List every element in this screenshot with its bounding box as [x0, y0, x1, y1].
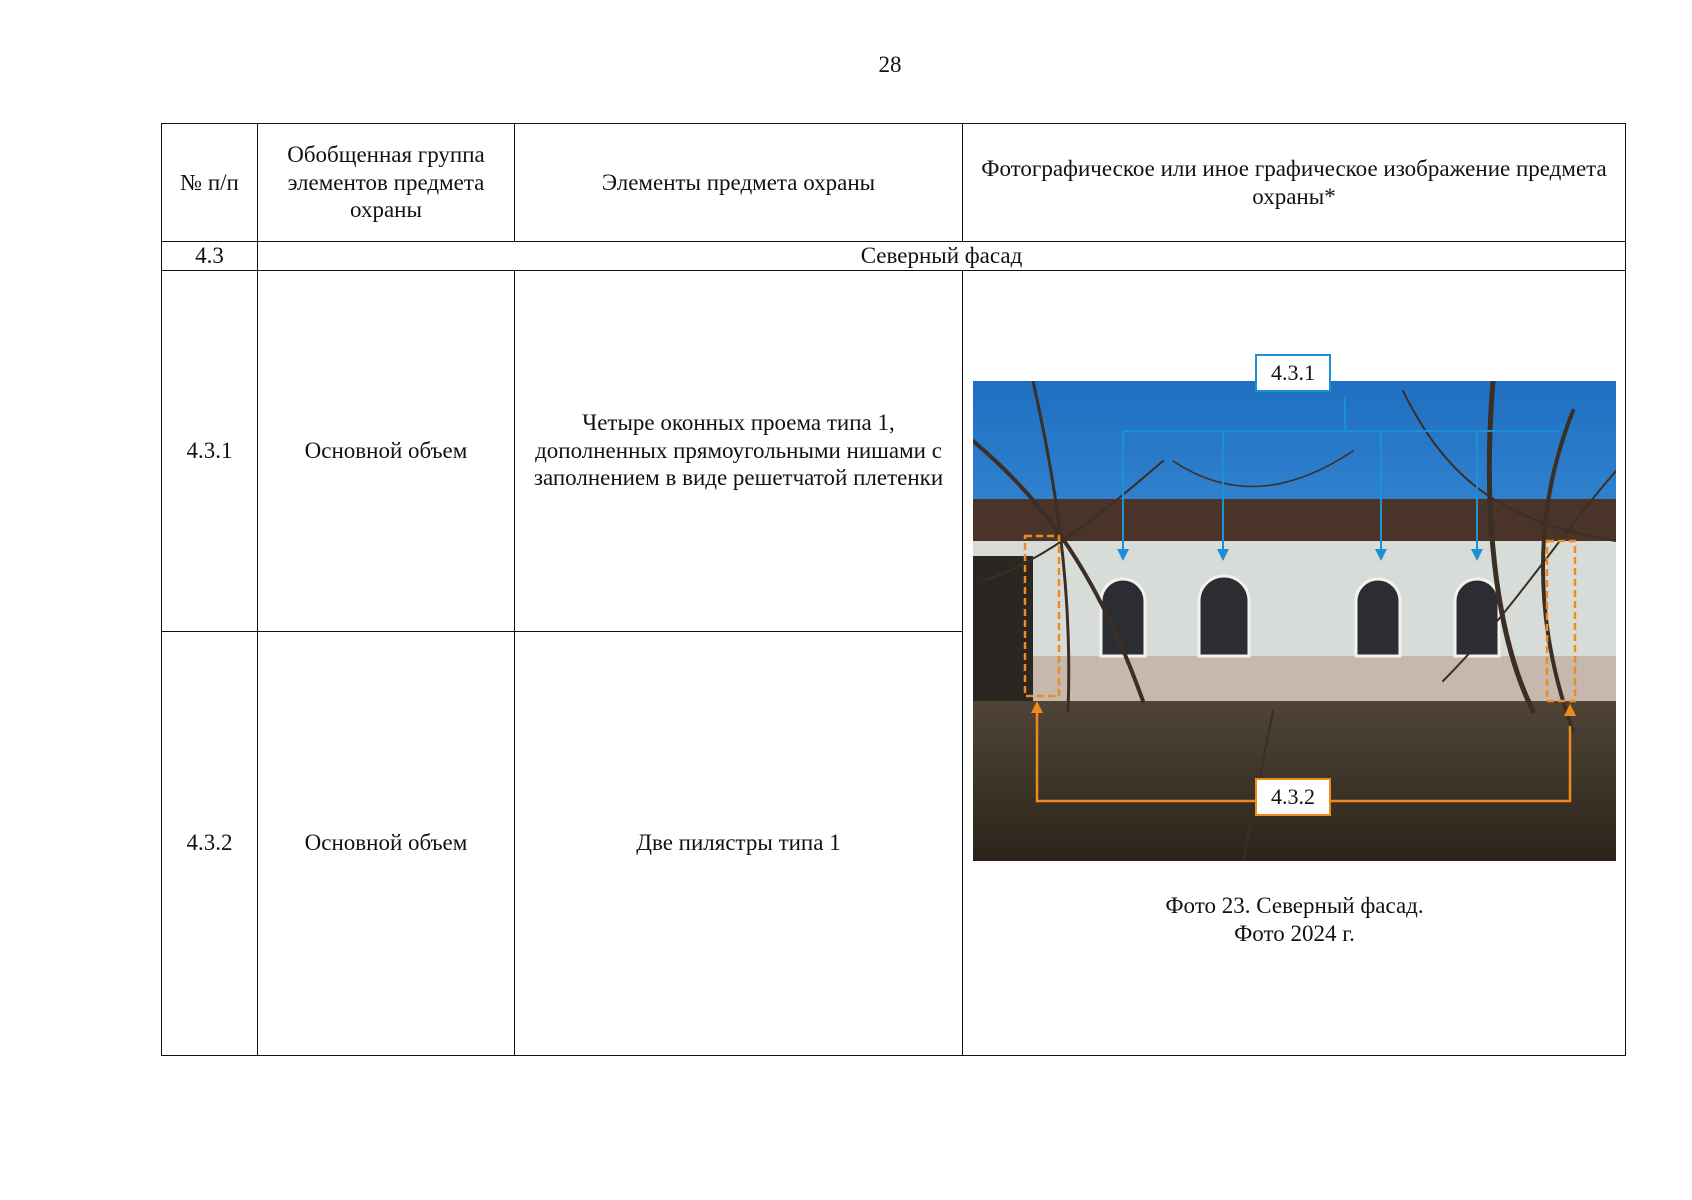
section-row: [162, 242, 1626, 271]
row-elements: Две пилястры типа 1: [515, 631, 963, 1055]
row-number: 4.3.2: [162, 631, 258, 1055]
row-elements: Четыре оконных проема типа 1, дополненных прямоугольными нишами с заполнением в виде решетчатой плетенки: [515, 270, 963, 631]
row-number: 4.3.1: [162, 270, 258, 631]
header-number: № п/п: [162, 124, 258, 242]
photo-caption: [963, 892, 1626, 950]
section-number: 4.3: [162, 242, 258, 271]
page-number: 28: [878, 52, 902, 77]
facade-photo: [973, 359, 1616, 861]
row-group: Основной объем: [258, 631, 515, 1055]
label-windows: 4.3.1: [1255, 354, 1331, 392]
photo-cell: [963, 270, 1626, 1055]
caption-line-2: Фото 2024 г.: [1234, 921, 1355, 947]
caption-line-1: Фото 23. Северный фасад.: [1165, 892, 1424, 918]
header-elements: Элементы предмета охраны: [515, 124, 963, 242]
table-row: [162, 270, 1626, 631]
header-group: Обобщенная группа элементов предмета охраны: [258, 124, 515, 242]
table-header-row: [162, 124, 1626, 242]
header-photo: Фотографическое или иное графическое изображение предмета охраны*: [963, 124, 1626, 242]
protection-table: [161, 123, 1626, 1056]
row-group: Основной объем: [258, 270, 515, 631]
label-pilasters: 4.3.2: [1255, 778, 1331, 816]
section-title: Северный фасад: [258, 242, 1626, 271]
